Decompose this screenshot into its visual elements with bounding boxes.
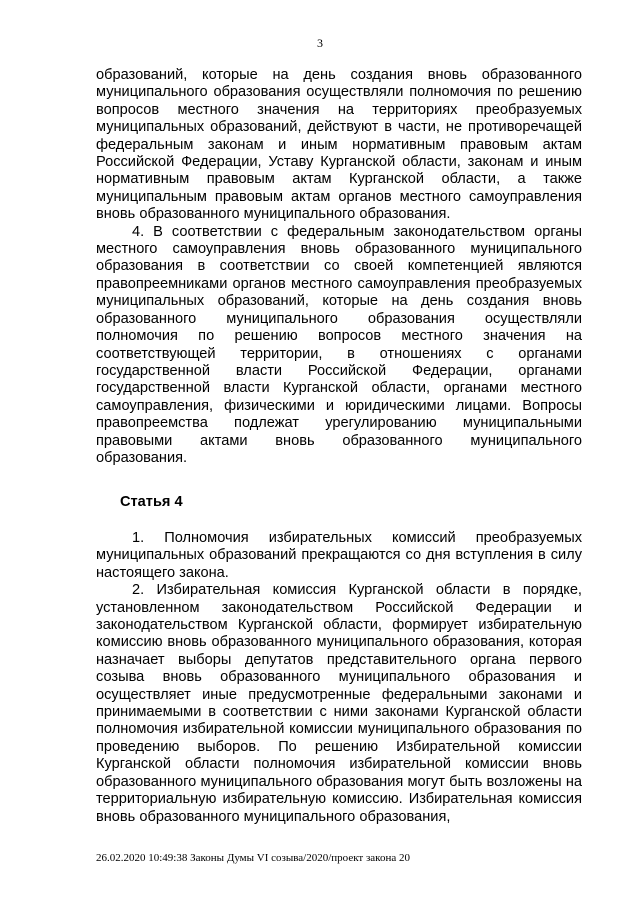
footer-stamp: 26.02.2020 10:49:38 Законы Думы VI созыва/2020/проект закона 20 [96, 852, 410, 864]
document-body-bottom [96, 530, 582, 826]
paragraph-item-2: 2. Избирательная комиссия Курганской области в порядке, установленном законодательством Российской Федерации и законодательством Курганской области, формирует избирательную комиссию вновь образованного муниципального образования, которая назначает выборы депутатов представительного органа первого созыва вновь образованного муниципального образования и осуществляет иные предусмотренные федеральными законами и принимаемыми в соответствии с ними законами Курганской области полномочия избирательной комиссии муниципального образования по проведению выборов. По решению Избирательной комиссии Курганской области полномочия избирательной комиссии вновь образованного муниципального образования могут быть возложены на территориальную избирательную комиссию. Избирательная комиссия вновь образованного муниципального образования, [96, 582, 582, 825]
paragraph-continuation: образований, которые на день создания вновь образованного муниципального образования осуществляли полномочия по решению вопросов местного значения на территориях преобразуемых муниципальных образований, действуют в части, не противоречащей федеральным законам и иным нормативным правовым актам Российской Федерации, Уставу Курганской области, законам и иным нормативным правовым актам Курганской области, а также муниципальным правовым актам органов местного самоуправления вновь образованного муниципального образования. [96, 67, 582, 223]
paragraph-item-4: 4. В соответствии с федеральным законодательством органы местного самоуправления вновь образованного муниципального образования в соответствии со своей компетенцией являются правопреемниками органов местного самоуправления преобразуемых муниципальных образований, которые на день создания вновь образованного муниципального образования осуществляли полномочия по решению вопросов местного значения на соответствующей территории, в отношениях с органами государственной власти Российской Федерации, органами государственной власти Курганской области, органами местного самоуправления, физическими и юридическими лицами. Вопросы правопреемства подлежат урегулированию муниципальными правовыми актами вновь образованного муниципального образования. [96, 223, 582, 466]
document-body-top [96, 67, 582, 467]
paragraph-item-1: 1. Полномочия избирательных комиссий преобразуемых муниципальных образований прекращаются со дня вступления в силу настоящего закона. [96, 530, 582, 581]
page-number: 3 [317, 36, 323, 50]
article-heading: Статья 4 [120, 494, 183, 510]
